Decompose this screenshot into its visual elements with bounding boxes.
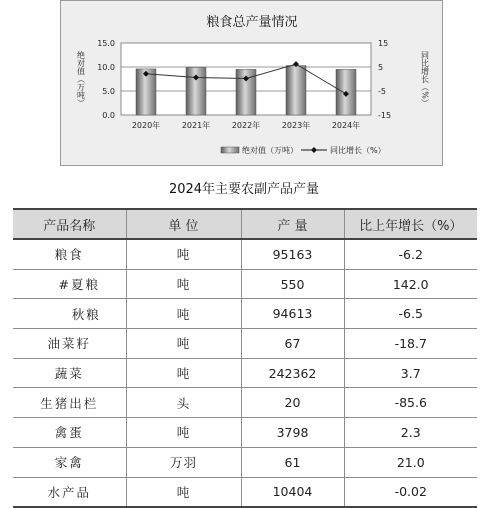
product-output: 95163 [241, 239, 344, 269]
header-growth: 比上年增长（%） [344, 209, 477, 239]
header-unit: 单 位 [126, 209, 241, 239]
table-header-row [13, 209, 477, 239]
product-output: 3798 [241, 418, 344, 448]
legend-bar-swatch [221, 147, 239, 153]
product-unit: 头 [126, 388, 241, 418]
product-name: 生猪出栏 [13, 388, 126, 418]
product-name: 家禽 [13, 447, 126, 477]
product-unit: 吨 [126, 477, 241, 507]
right-axis-tick-label: 15 [378, 39, 389, 48]
table-row [13, 358, 477, 388]
legend-line-marker [311, 147, 317, 153]
table-row [13, 388, 477, 418]
table-row [13, 269, 477, 299]
x-tick-label: 2021年 [181, 121, 211, 130]
product-output: 10404 [241, 477, 344, 507]
product-unit: 吨 [126, 299, 241, 329]
product-name: 蔬菜 [13, 358, 126, 388]
product-unit: 吨 [126, 239, 241, 269]
product-output: 67 [241, 329, 344, 359]
x-tick-label: 2023年 [281, 121, 311, 130]
right-axis-label: 同比增长（%） [420, 51, 430, 107]
product-unit: 吨 [126, 269, 241, 299]
product-name: 水产品 [13, 477, 126, 507]
header-product: 产品名称 [13, 209, 126, 239]
product-name: #夏粮 [13, 269, 126, 299]
right-axis-tick-label: -5 [378, 87, 386, 96]
grain-output-chart [61, 1, 444, 167]
table-row [13, 329, 477, 359]
product-unit: 吨 [126, 329, 241, 359]
chart-panel [60, 0, 443, 166]
x-tick-label: 2022年 [231, 121, 261, 130]
header-output: 产 量 [241, 209, 344, 239]
table-title: 2024年主要农副产品产量 [168, 182, 320, 197]
x-tick-label: 2024年 [331, 121, 361, 130]
product-name: 禽蛋 [13, 418, 126, 448]
product-growth: 142.0 [344, 269, 477, 299]
product-growth: 2.3 [344, 418, 477, 448]
x-tick-label: 2020年 [131, 121, 161, 130]
product-unit: 吨 [126, 418, 241, 448]
product-growth: 21.0 [344, 447, 477, 477]
legend-line-label: 同比增长（%） [330, 146, 386, 155]
product-name: 油菜籽 [13, 329, 126, 359]
product-growth: -6.5 [344, 299, 477, 329]
product-name: 秋粮 [13, 299, 126, 329]
product-growth: -85.6 [344, 388, 477, 418]
product-output: 61 [241, 447, 344, 477]
bar-2023年 [286, 66, 306, 115]
left-axis-tick-label: 0.0 [102, 111, 115, 120]
product-unit: 吨 [126, 358, 241, 388]
product-unit: 万羽 [126, 447, 241, 477]
product-name: 粮食 [13, 239, 126, 269]
product-growth: -6.2 [344, 239, 477, 269]
product-output: 242362 [241, 358, 344, 388]
table-row [13, 418, 477, 448]
chart-title: 粮食总产量情况 [206, 15, 298, 30]
right-axis-tick-label: 5 [378, 63, 384, 72]
right-axis-tick-label: -15 [378, 111, 392, 120]
product-output: 94613 [241, 299, 344, 329]
product-growth: -18.7 [344, 329, 477, 359]
left-axis-tick-label: 15.0 [97, 39, 115, 48]
table-row [13, 477, 477, 507]
left-axis-tick-label: 10.0 [97, 63, 115, 72]
product-output: 550 [241, 269, 344, 299]
legend-bar-label: 绝对值（万吨） [242, 146, 298, 155]
left-axis-tick-label: 5.0 [102, 87, 115, 96]
table-row [13, 239, 477, 269]
left-axis-label: 绝对值（万吨） [76, 51, 86, 107]
product-growth: 3.7 [344, 358, 477, 388]
table-row [13, 299, 477, 329]
product-growth: -0.02 [344, 477, 477, 507]
products-table [13, 208, 477, 508]
table-row [13, 447, 477, 477]
product-output: 20 [241, 388, 344, 418]
